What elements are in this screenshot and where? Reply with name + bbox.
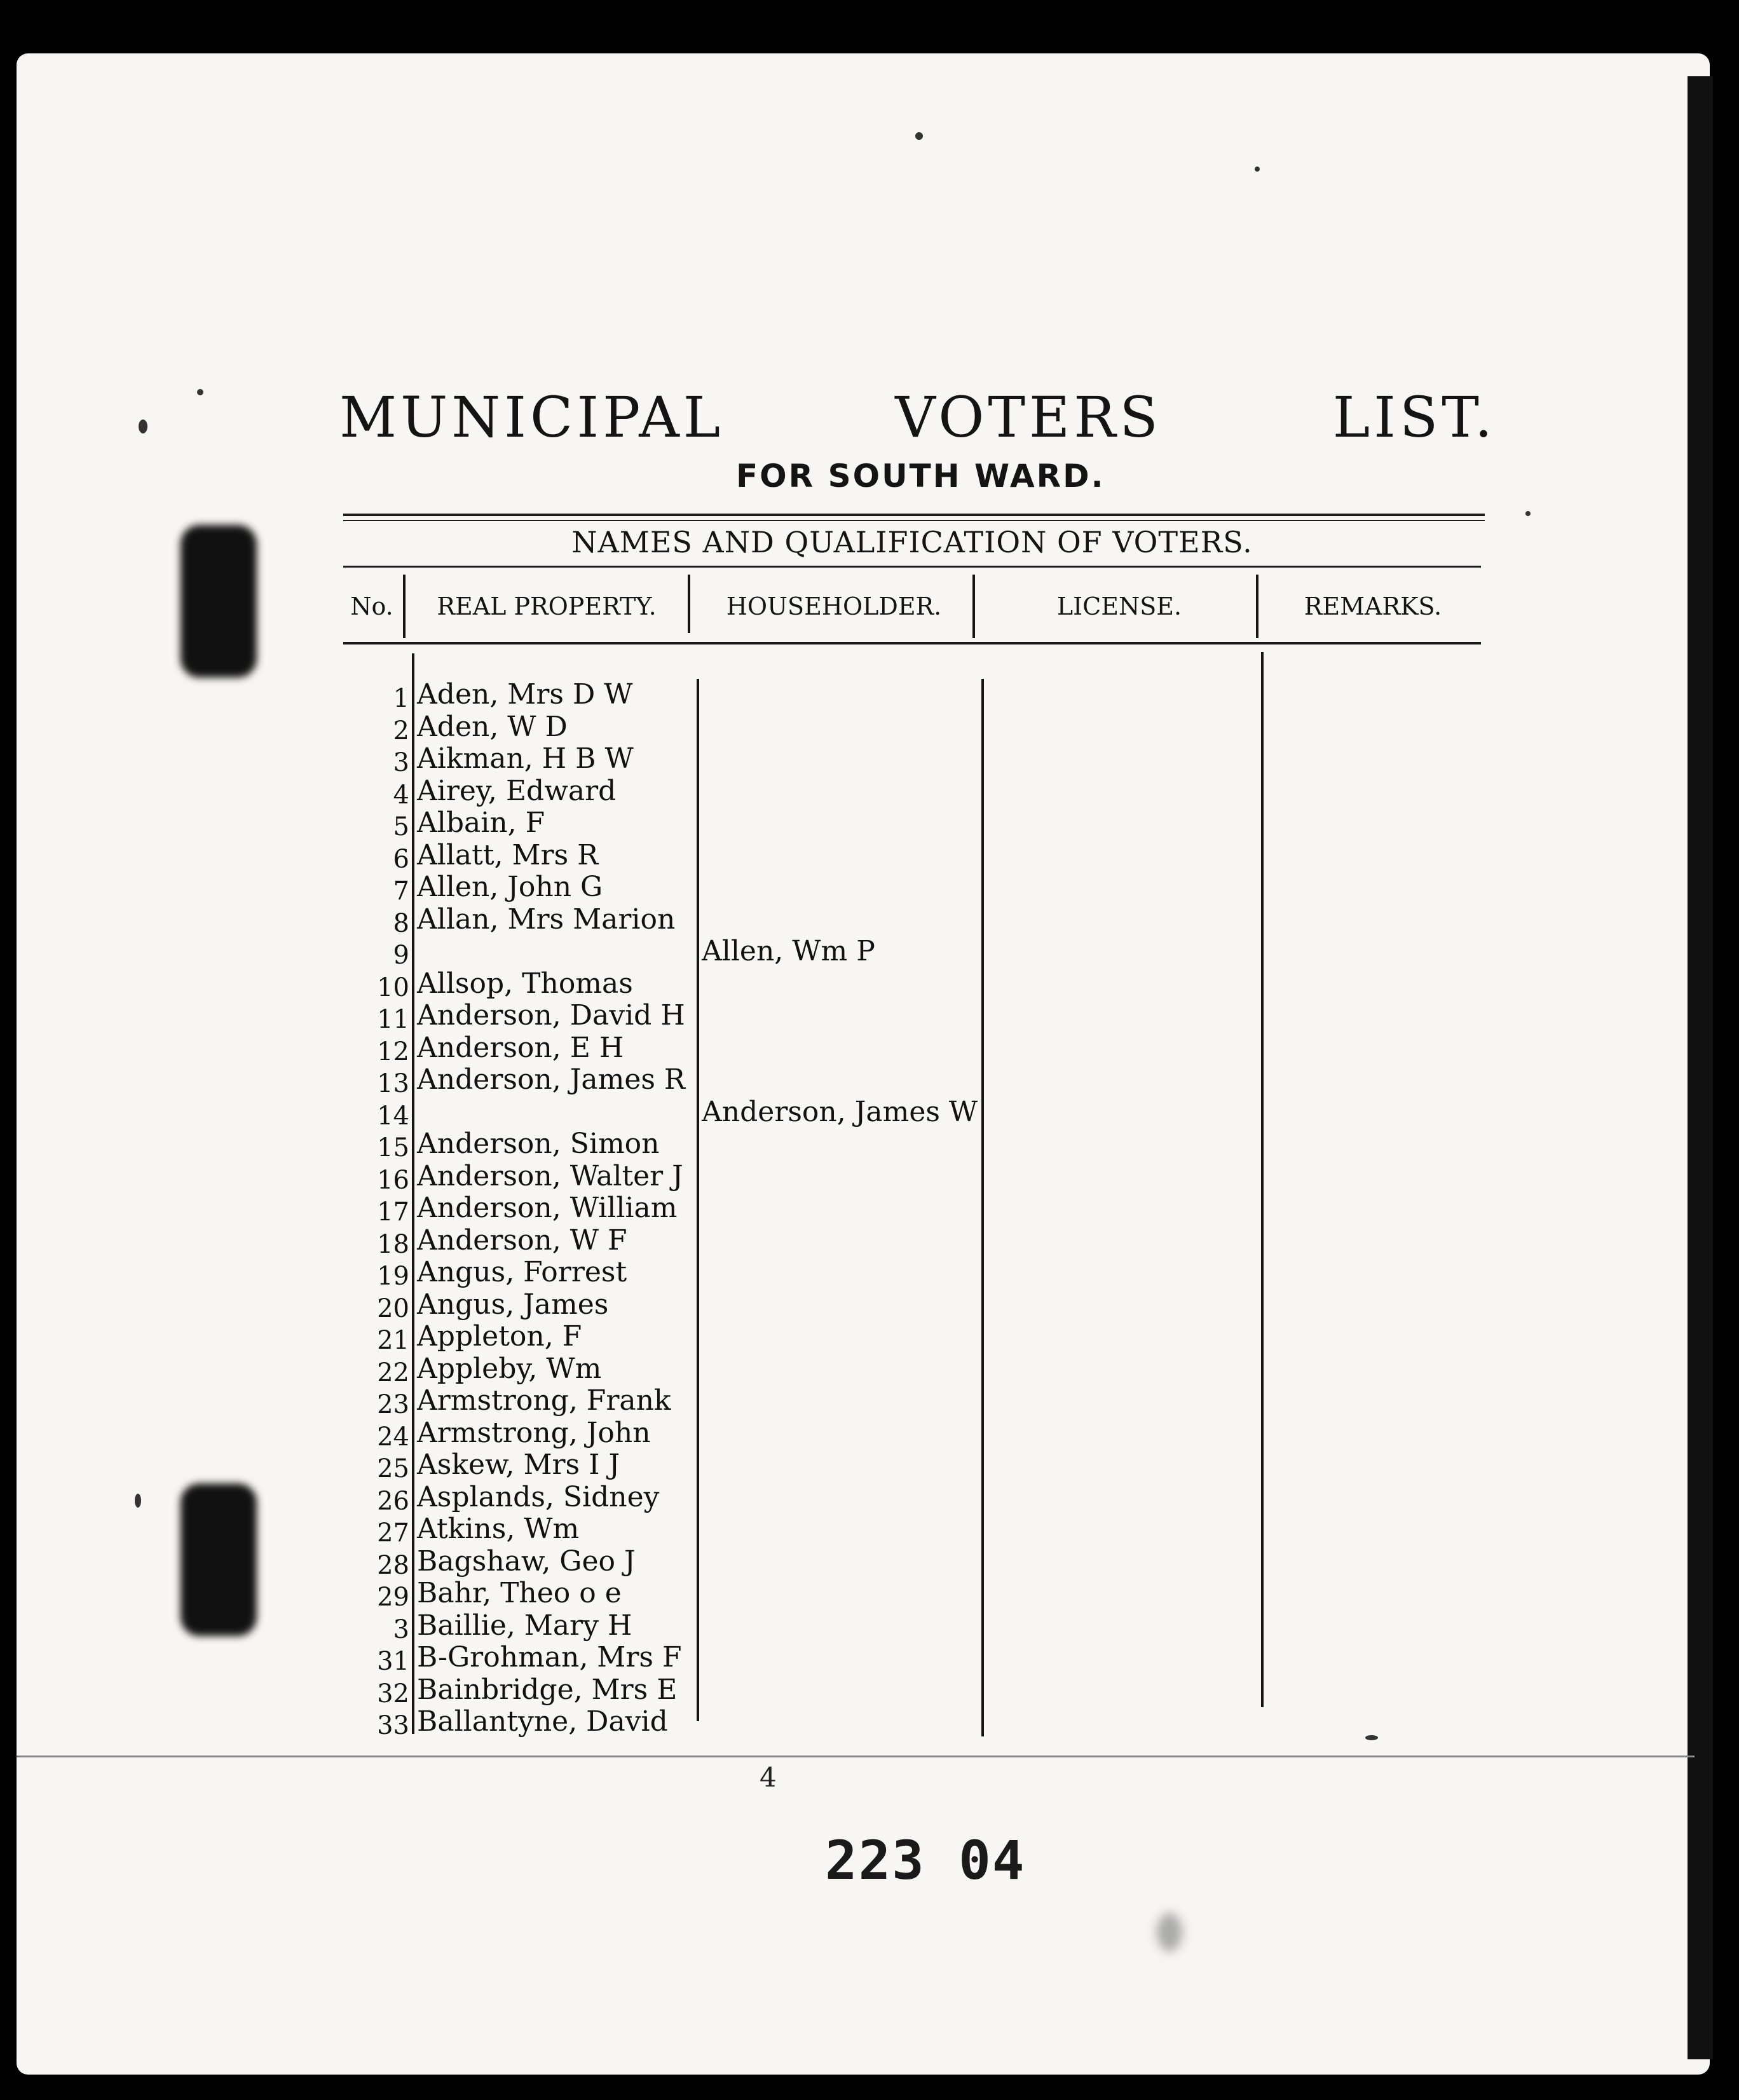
real-property-name: Armstrong, Frank (417, 1384, 671, 1417)
speck (197, 389, 203, 395)
stamp-number: 223 04 (825, 1829, 1026, 1892)
real-property-name: Asplands, Sidney (417, 1480, 660, 1513)
table-row (356, 871, 1500, 904)
table-row (356, 1257, 1500, 1289)
real-property-name: Angus, James (417, 1288, 609, 1321)
row-number: 18 (377, 1229, 409, 1259)
table-row (356, 1353, 1500, 1386)
table-row (356, 1385, 1500, 1417)
row-number: 32 (377, 1679, 409, 1708)
column-header-no: No. (350, 592, 393, 620)
table-row (356, 775, 1500, 808)
row-number: 17 (377, 1197, 409, 1227)
row-number: 15 (377, 1133, 409, 1162)
table-row (356, 1513, 1500, 1546)
householder-name: Allen, Wm P (702, 935, 875, 967)
table-heading: NAMES AND QUALIFICATION OF VOTERS. (571, 525, 1253, 559)
table-row (356, 1610, 1500, 1642)
real-property-name: Bagshaw, Geo J (417, 1544, 636, 1578)
row-number: 9 (393, 941, 409, 970)
table-row (356, 1642, 1500, 1674)
row-number: 25 (377, 1454, 409, 1483)
title-word-2: VOTERS (895, 385, 1162, 450)
top-rule-thick (343, 514, 1485, 516)
row-number: 16 (377, 1165, 409, 1195)
row-number: 29 (377, 1583, 409, 1612)
real-property-name: Anderson, W F (417, 1224, 627, 1257)
table-row (356, 1192, 1500, 1225)
real-property-name: Albain, F (417, 807, 545, 839)
column-header-license: LICENSE. (1056, 592, 1182, 620)
header-rule-top (343, 566, 1481, 568)
table-row (356, 1449, 1500, 1482)
row-number: 24 (377, 1422, 409, 1452)
real-property-name: Airey, Edward (417, 774, 617, 807)
real-property-name: Appleton, F (417, 1320, 582, 1353)
real-property-name: Atkins, Wm (417, 1513, 580, 1545)
speck (135, 1494, 141, 1508)
row-number: 31 (377, 1647, 409, 1676)
speck (1157, 1913, 1182, 1951)
table-row (356, 1417, 1500, 1450)
row-number: 28 (377, 1550, 409, 1580)
row-number: 33 (377, 1711, 409, 1740)
row-number: 19 (377, 1262, 409, 1291)
row-number: 4 (393, 780, 409, 810)
column-header-remarks: REMARKS. (1304, 592, 1442, 620)
voters-list (356, 679, 1500, 1738)
speck (1255, 167, 1260, 172)
speck (915, 132, 923, 140)
punch-hole-top (181, 525, 257, 678)
real-property-name: Bainbridge, Mrs E (417, 1673, 678, 1706)
table-row (356, 1096, 1500, 1129)
header-divider-2 (688, 575, 690, 633)
table-row (356, 840, 1500, 872)
real-property-name: Aden, W D (417, 710, 568, 743)
row-number: 11 (377, 1005, 409, 1034)
table-row (356, 968, 1500, 1000)
real-property-name: Anderson, E H (417, 1031, 624, 1064)
table-row (356, 807, 1500, 840)
table-row (356, 1578, 1500, 1610)
real-property-name: Allen, John G (417, 871, 603, 903)
row-number: 10 (377, 972, 409, 1002)
row-number: 3 (393, 1614, 409, 1644)
real-property-name: Aden, Mrs D W (417, 678, 633, 711)
real-property-name: Allan, Mrs Marion (417, 903, 676, 936)
table-row (356, 1674, 1500, 1707)
row-number: 7 (393, 876, 409, 906)
row-number: 27 (377, 1518, 409, 1548)
column-header-real-property: REAL PROPERTY. (437, 592, 657, 620)
real-property-name: Appleby, Wm (417, 1352, 602, 1385)
column-header-householder: HOUSEHOLDER. (726, 592, 942, 620)
title-word-3: LIST. (1332, 385, 1496, 450)
table-row (356, 1000, 1500, 1032)
real-property-name: Anderson, Simon (417, 1128, 660, 1160)
row-number: 21 (377, 1326, 409, 1355)
row-number: 5 (393, 812, 409, 842)
header-divider-3 (972, 575, 975, 638)
row-number: 13 (377, 1069, 409, 1098)
page-number: 4 (760, 1762, 777, 1793)
row-number: 1 (393, 684, 409, 713)
row-number: 3 (393, 748, 409, 777)
page-title (339, 385, 1496, 450)
speck (1525, 511, 1531, 516)
real-property-name: Anderson, Walter J (417, 1159, 683, 1192)
row-number: 23 (377, 1390, 409, 1419)
real-property-name: Baillie, Mary H (417, 1609, 632, 1642)
real-property-name: Askew, Mrs I J (417, 1449, 620, 1481)
header-rule-bottom (343, 642, 1481, 644)
speck (139, 419, 147, 433)
table-row (356, 1128, 1500, 1161)
table-row (356, 936, 1500, 968)
table-row (356, 743, 1500, 775)
table-row (356, 1706, 1500, 1738)
page-subtitle: FOR SOUTH WARD. (736, 458, 1105, 494)
row-number: 26 (377, 1486, 409, 1516)
table-row (356, 1482, 1500, 1514)
real-property-name: B-Grohman, Mrs F (417, 1641, 682, 1674)
table-row (356, 1546, 1500, 1578)
real-property-name: Anderson, James R (417, 1063, 686, 1096)
real-property-name: Allsop, Thomas (417, 967, 633, 1000)
row-number: 2 (393, 716, 409, 746)
table-row (356, 904, 1500, 936)
table-row (356, 1289, 1500, 1321)
punch-hole-bottom (181, 1483, 257, 1636)
header-divider-4 (1256, 575, 1258, 638)
row-number: 20 (377, 1293, 409, 1323)
real-property-name: Angus, Forrest (417, 1256, 627, 1288)
table-row (356, 1161, 1500, 1193)
real-property-name: Allatt, Mrs R (417, 838, 599, 871)
table-row (356, 1225, 1500, 1257)
table-row (356, 1321, 1500, 1353)
row-number: 12 (377, 1037, 409, 1067)
binding-edge (1688, 76, 1713, 2059)
table-row (356, 1064, 1500, 1096)
row-number: 14 (377, 1101, 409, 1131)
real-property-name: Anderson, William (417, 1192, 678, 1224)
row-number: 22 (377, 1358, 409, 1388)
table-row (356, 679, 1500, 711)
top-rule-thin (343, 520, 1485, 521)
real-property-name: Aikman, H B W (417, 742, 634, 775)
row-number: 8 (393, 908, 409, 938)
real-property-name: Anderson, David H (417, 999, 685, 1032)
real-property-name: Ballantyne, David (417, 1705, 668, 1738)
table-row (356, 711, 1500, 744)
householder-name: Anderson, James W (702, 1095, 978, 1128)
title-word-1: MUNICIPAL (339, 385, 725, 450)
row-number: 6 (393, 844, 409, 874)
real-property-name: Armstrong, John (417, 1416, 651, 1449)
bottom-rule (17, 1756, 1695, 1757)
table-row (356, 1032, 1500, 1065)
real-property-name: Bahr, Theo o e (417, 1577, 622, 1609)
header-divider-1 (403, 575, 406, 638)
